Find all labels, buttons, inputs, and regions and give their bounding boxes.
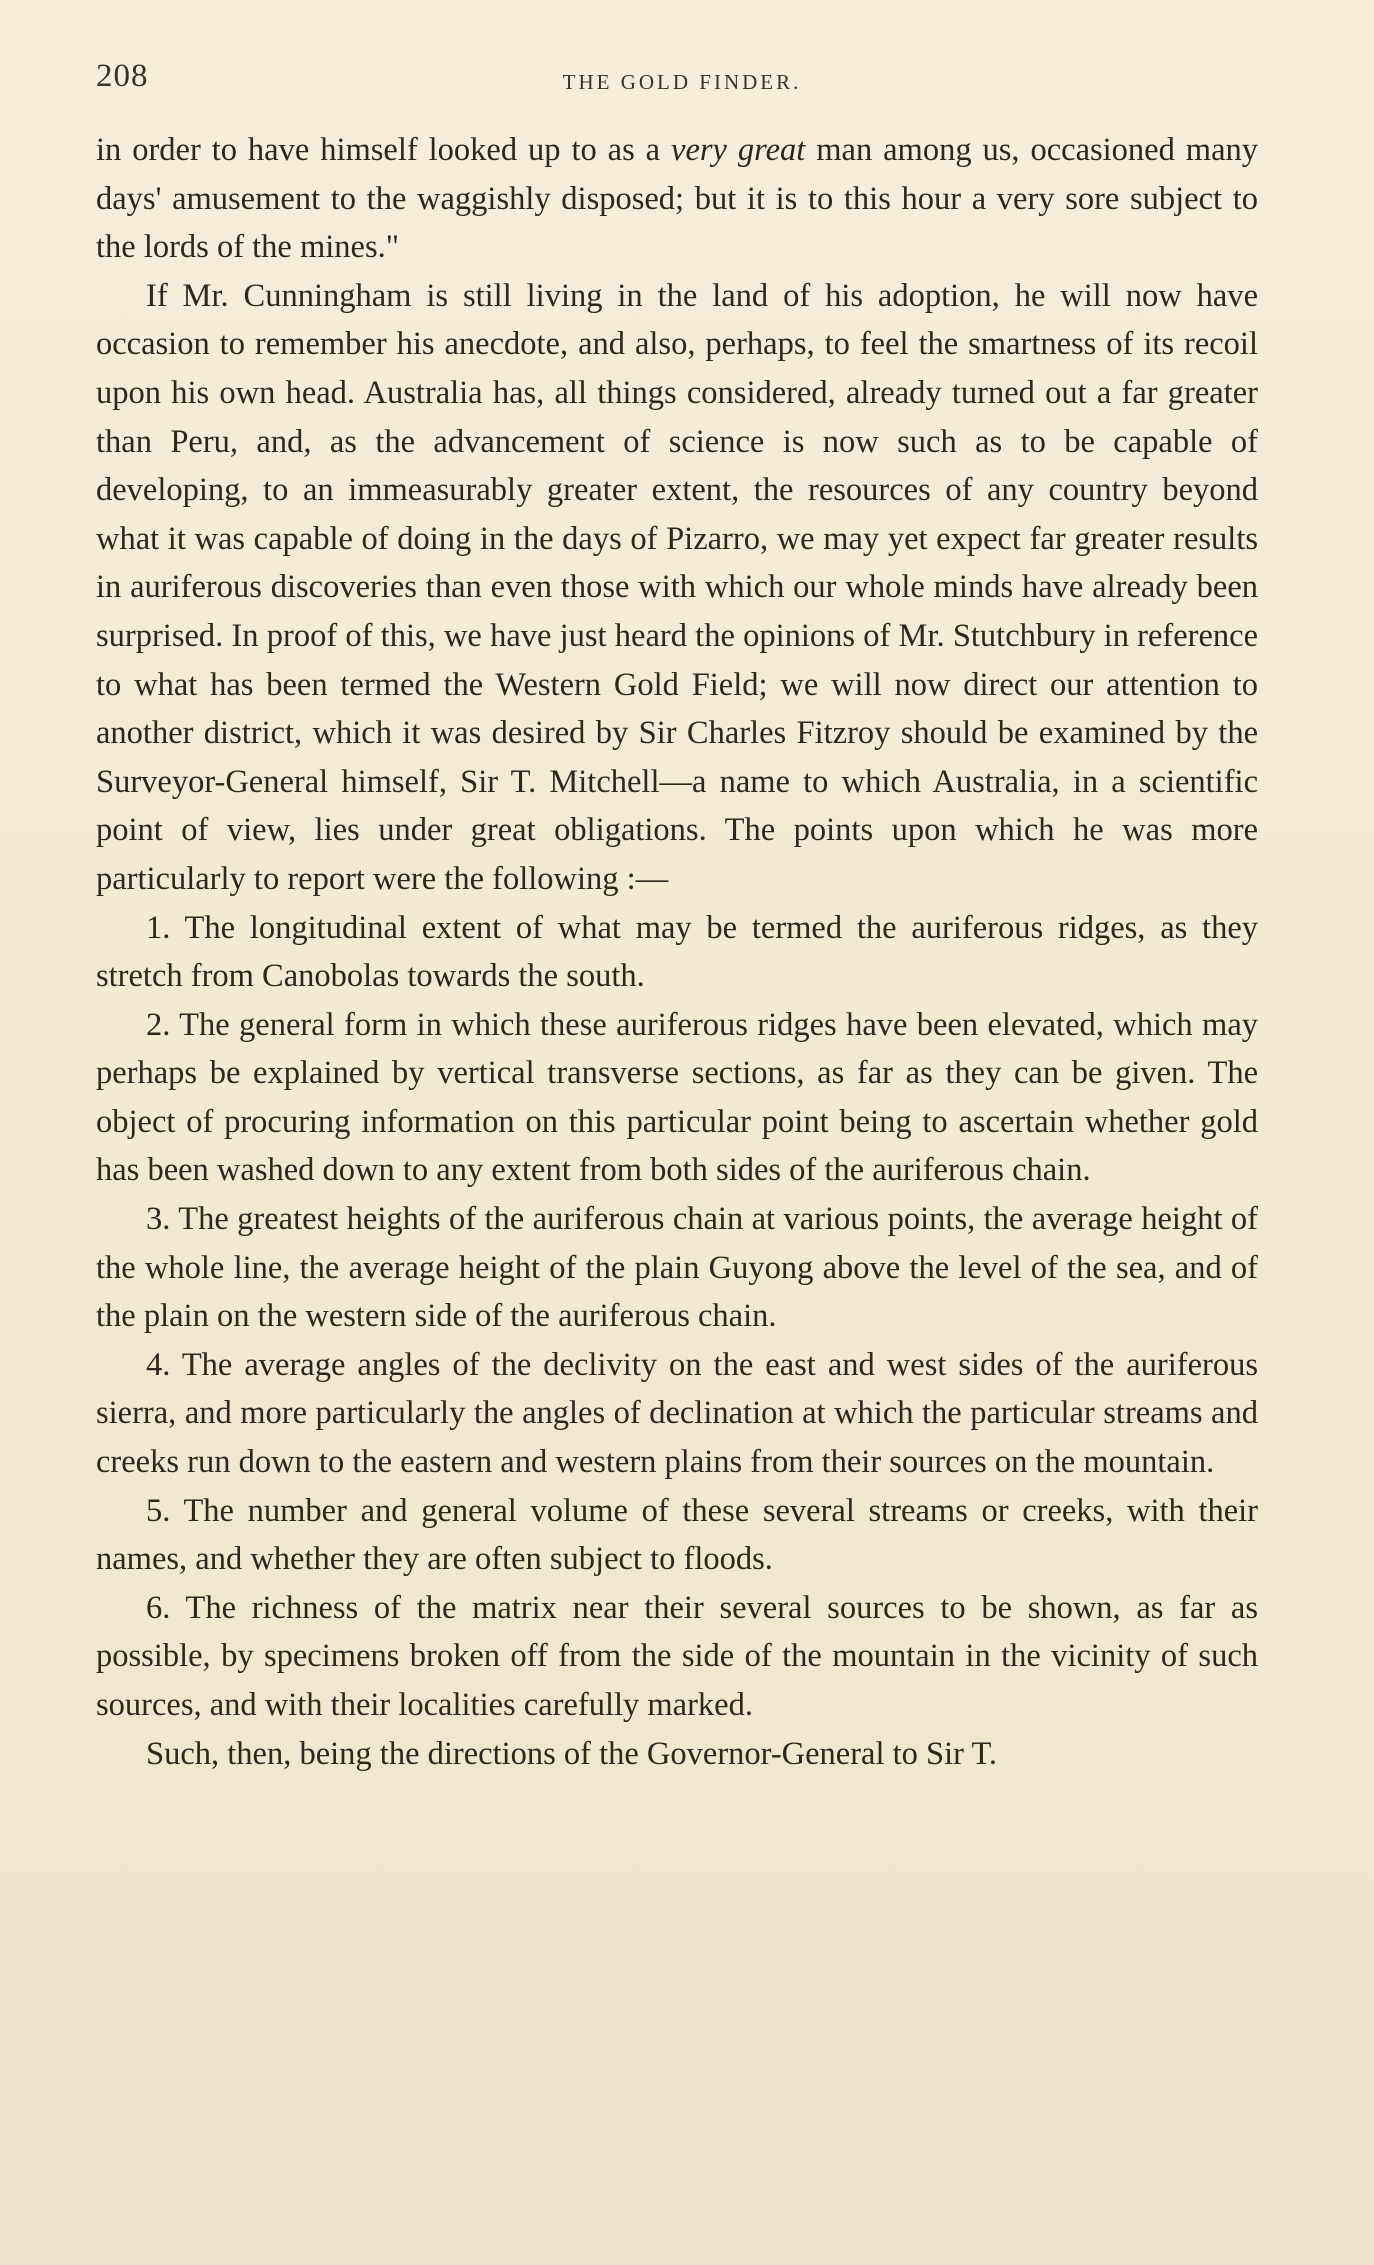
paragraph-continuation: in order to have himself looked up to as a very great man among us, occasioned many days' amusement to the waggishly disposed; but it is to this hour a very sore subject to the lords of the mines." <box>96 132 1258 266</box>
running-title: THE GOLD FINDER. <box>562 70 802 94</box>
list-item-1: 1. The longitudinal extent of what may be termed the auriferous ridges, as they stretch from Canobolas towards the south. <box>96 909 1258 995</box>
list-item-3: 3. The greatest heights of the auriferous chain at various points, the average height of the whole line, the average height of the plain Guyong above the level of the sea, and of the plain on the western side of the auriferous chain. <box>96 1201 1258 1335</box>
list-item-6: 6. The richness of the matrix near their several sources to be shown, as far as possible, by specimens broken off from the side of the mountain in the vicinity of such sources, and with their localities carefully marked. <box>96 1589 1258 1723</box>
page-header <box>96 52 1268 102</box>
paragraph-closing: Such, then, being the directions of the Governor-General to Sir T. <box>146 1735 998 1772</box>
list-item-5: 5. The number and general volume of these several streams or creeks, with their names, and whether they are often subject to floods. <box>96 1492 1258 1578</box>
paragraph-cunningham: If Mr. Cunningham is still living in the land of his adoption, he will now have occasion to remember his anecdote, and also, perhaps, to feel the smartness of its recoil upon his own head. Australia has, all things considered, already turned out a far greater than Peru, and, as the advancement of science is now such as to be capable of developing, to an immeasurably greater extent, the resources of any country beyond what it was capable of doing in the days of Pizarro, we may yet expect far greater results in auriferous discoveries than even those with which our whole minds have already been surprised. In proof of this, we have just heard the opinions of Mr. Stutchbury in reference to what has been termed the Western Gold Field; we will now direct our attention to another district, which it was desired by Sir Charles Fitzroy should be examined by the Surveyor-General himself, Sir T. Mitchell—a name to which Australia, in a scientific point of view, lies under great obligations. The points upon which he was more particularly to report were the following :— <box>96 277 1258 897</box>
body-text <box>96 126 1258 1778</box>
list-item-2: 2. The general form in which these auriferous ridges have been elevated, which may perhaps be explained by vertical transverse sections, as far as they can be given. The object of procuring information on this particular point being to ascertain whether gold has been washed down to any extent from both sides of the auriferous chain. <box>96 1006 1258 1189</box>
list-item-4: 4. The average angles of the declivity on the east and west sides of the auriferous sierra, and more particularly the angles of declination at which the particular streams and creeks run down to the eastern and western plains from their sources on the mountain. <box>96 1346 1258 1481</box>
page-number: 208 <box>96 58 149 94</box>
italic-emphasis: very great <box>671 132 806 168</box>
